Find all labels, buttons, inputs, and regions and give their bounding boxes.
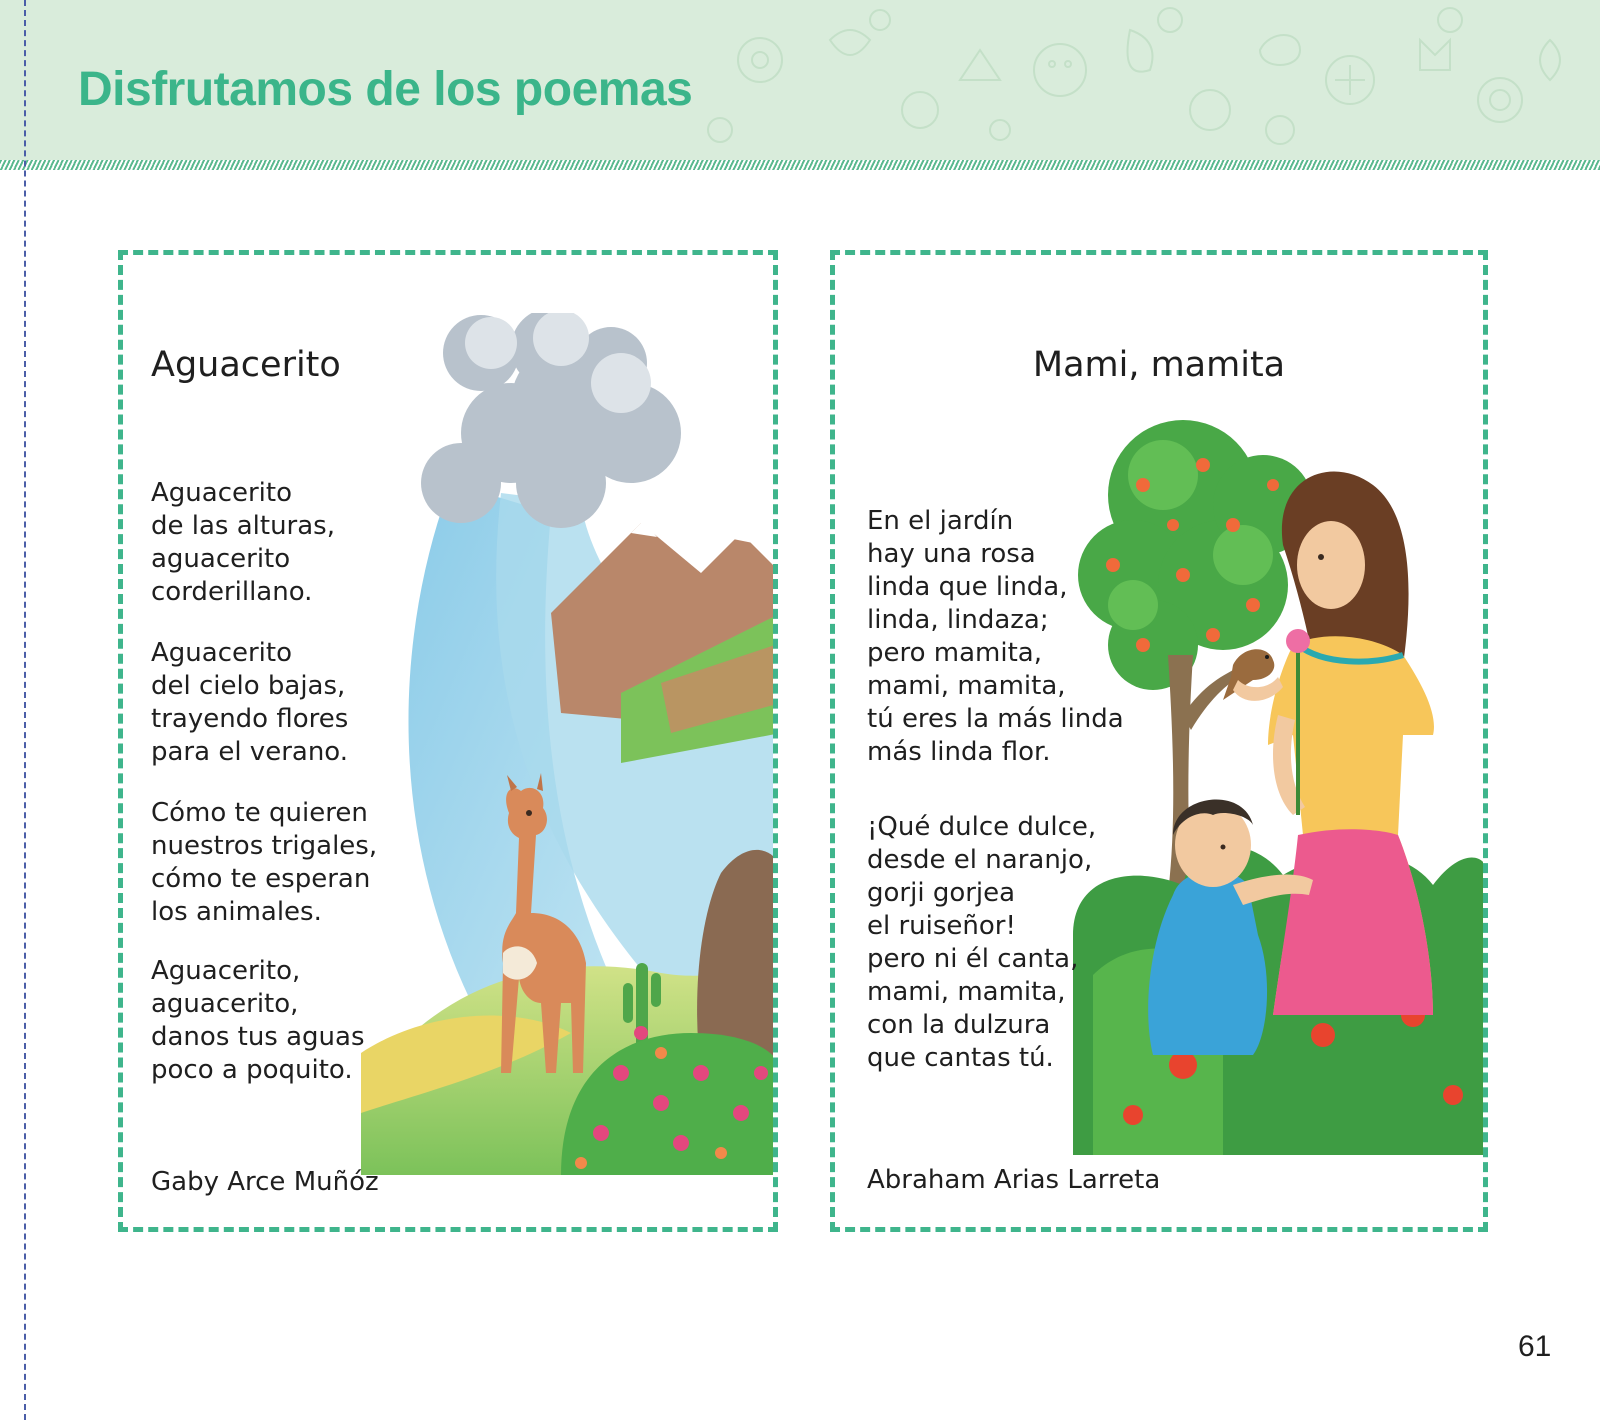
page-number: 61	[1518, 1330, 1552, 1363]
poem-stanza: Cómo te quieren nuestros trigales, cómo te esperan los animales.	[151, 798, 378, 927]
poem-stanza: Aguacerito del cielo bajas, trayendo flores para el verano.	[151, 638, 349, 767]
poem-card-aguacerito	[118, 250, 778, 1232]
poem-author: Abraham Arias Larreta	[867, 1165, 1161, 1195]
poem-stanza: Aguacerito de las alturas, aguacerito corderillano.	[151, 478, 335, 607]
poem-stanza: Aguacerito, aguacerito, danos tus aguas poco a poquito.	[151, 956, 365, 1085]
binding-margin-line	[24, 0, 26, 1420]
poem-title-mami-mamita: Mami, mamita	[1032, 345, 1286, 385]
poem-card-mami-mamita	[830, 250, 1488, 1232]
poem-stanza: ¡Qué dulce dulce, desde el naranjo, gorji gorjea el ruiseñor! pero ni él canta, mami, mamita, con la dulzura que cantas tú.	[867, 812, 1097, 1073]
llama-rain-illustration	[361, 313, 778, 1175]
header-band	[0, 0, 1600, 160]
poem-author: Gaby Arce Muñóz	[151, 1167, 379, 1197]
poem-title-aguacerito: Aguacerito	[151, 345, 341, 385]
mother-child-illustration	[1073, 415, 1488, 1155]
page-title: Disfrutamos de los poemas	[78, 63, 693, 116]
poem-stanza: En el jardín hay una rosa linda que linda, linda, lindaza; pero mamita, mami, mamita, tú eres la más linda más linda flor.	[867, 506, 1124, 767]
hatched-divider	[0, 160, 1600, 170]
